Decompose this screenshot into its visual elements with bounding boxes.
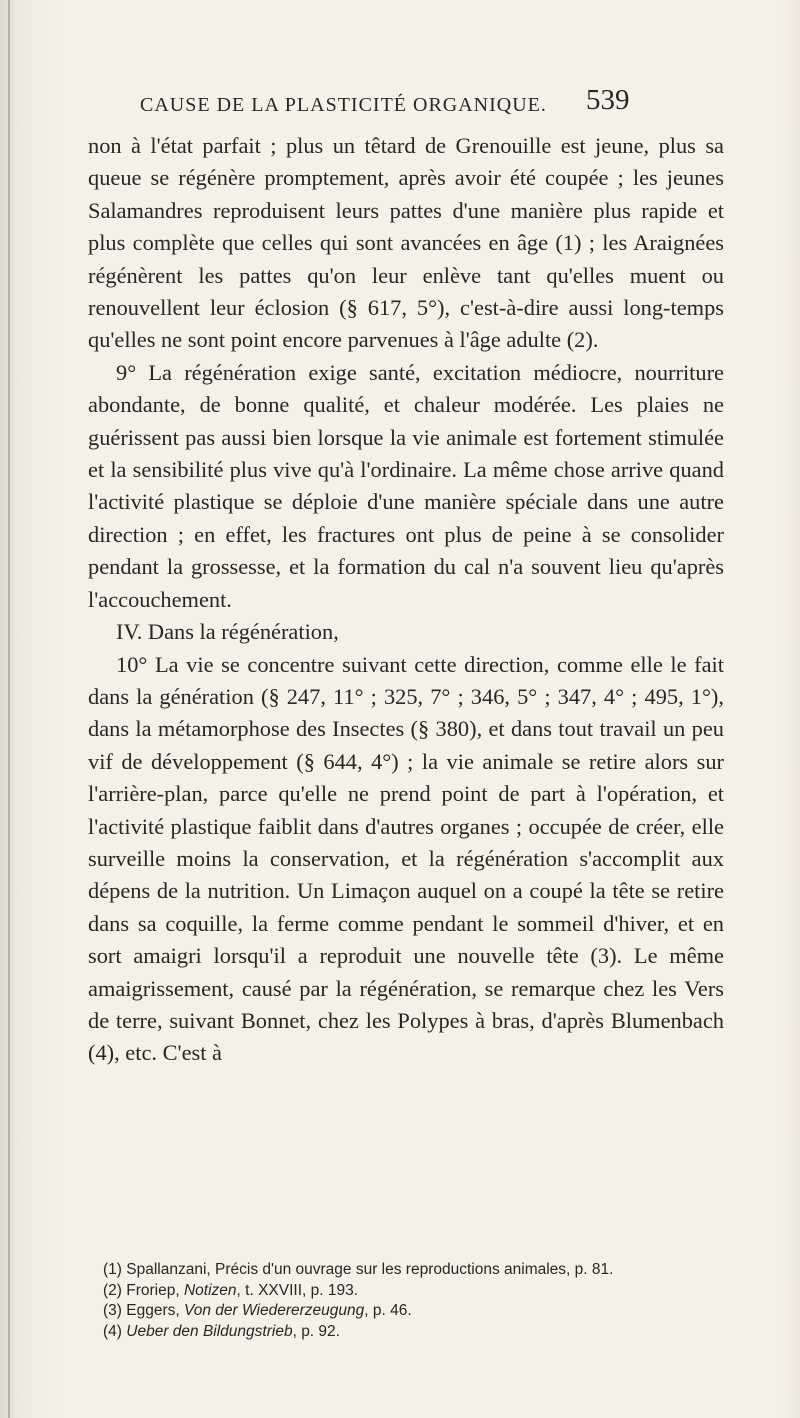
footnote-title: Ueber den Bildungstrieb [126, 1322, 293, 1340]
page-number: 539 [586, 84, 630, 116]
footnote-text: Spallanzani, Précis d'un ouvrage sur les reproductions animales, p. 81. [126, 1261, 614, 1278]
footnote-ref: , t. XXVIII, p. 193. [236, 1281, 359, 1299]
footnote-title: Von der Wiedererzeugung [184, 1302, 365, 1319]
footnote-mark: (2) [103, 1281, 122, 1299]
paragraph-9: 9° La régénération exige santé, excitation médiocre, nourriture abondante, de bonne qualité, et chaleur modérée. Les plaies ne guérissent pas aussi bien lorsque la vie animale est fortement stimulée et la sensibilité plus vive qu'à l'ordinaire. La même chose arrive quand l'activité plastique se déploie d'une manière spéciale dans une autre direction ; en effet, les fractures ont plus de peine à se consolider pendant la grossesse, et la formation du cal n'a souvent lieu qu'après l'accouchement. [88, 359, 724, 612]
body-text [88, 130, 724, 1070]
footnote-3 [103, 1301, 723, 1322]
footnote-2 [103, 1281, 723, 1302]
footnote-ref: , p. 92. [292, 1322, 340, 1340]
footnote-title: Notizen [183, 1281, 237, 1299]
page-binding-edge [8, 0, 10, 1418]
paragraph-continuation: non à l'état parfait ; plus un têtard de Grenouille est jeune, plus sa queue se régénère promptement, après avoir été coupée ; les jeunes Salamandres reproduisent leurs pattes d'une manière plus rapide et plus complète que celles qui sont avancées en âge (1) ; les Araignées régénèrent les pattes qu'on leur enlève tant qu'elles muent ou renouvellent leur éclosion (§ 617, 5°), c'est-à-dire aussi long-temps qu'elles ne sont point encore parvenues à l'âge adulte (2). [88, 133, 724, 353]
footnote-mark: (4) [103, 1322, 122, 1340]
footnote-1 [103, 1260, 723, 1281]
paragraph-10: 10° La vie se concentre suivant cette direction, comme elle le fait dans la génération (§ 247, 11° ; 325, 7° ; 346, 5° ; 347, 4° ; 495, 1°), dans la métamorphose des Insectes (§ 380), et dans tout travail un peu vif de développement (§ 644, 4°) ; la vie animale se retire alors sur l'arrière-plan, parce qu'elle ne prend point de part à l'opération, et l'activité plastique faiblit dans d'autres organes ; occupée de créer, elle surveille moins la conservation, et la régénération s'accomplit aux dépens de la nutrition. Un Limaçon auquel on a coupé la tête se retire dans sa coquille, la ferme comme pendant le sommeil d'hiver, et en sort amaigri lorsqu'il a reproduit une nouvelle tête (3). Le même amaigrissement, causé par la régénération, se remarque chez les Vers de terre, suivant Bonnet, chez les Polypes à bras, d'après Blumenbach (4), etc. C'est à [88, 651, 724, 1066]
running-title: CAUSE DE LA PLASTICITÉ ORGANIQUE. [140, 94, 547, 116]
footnote-ref: , p. 46. [364, 1302, 412, 1319]
footnote-mark: (1) [103, 1261, 122, 1278]
footnote-author: Froriep, [126, 1281, 184, 1299]
footnotes [103, 1260, 723, 1342]
footnote-mark: (3) [103, 1302, 122, 1319]
footnote-4 [103, 1322, 723, 1343]
section-heading-iv: IV. Dans la régénération, [116, 619, 339, 645]
footnote-author: Eggers, [126, 1302, 184, 1319]
